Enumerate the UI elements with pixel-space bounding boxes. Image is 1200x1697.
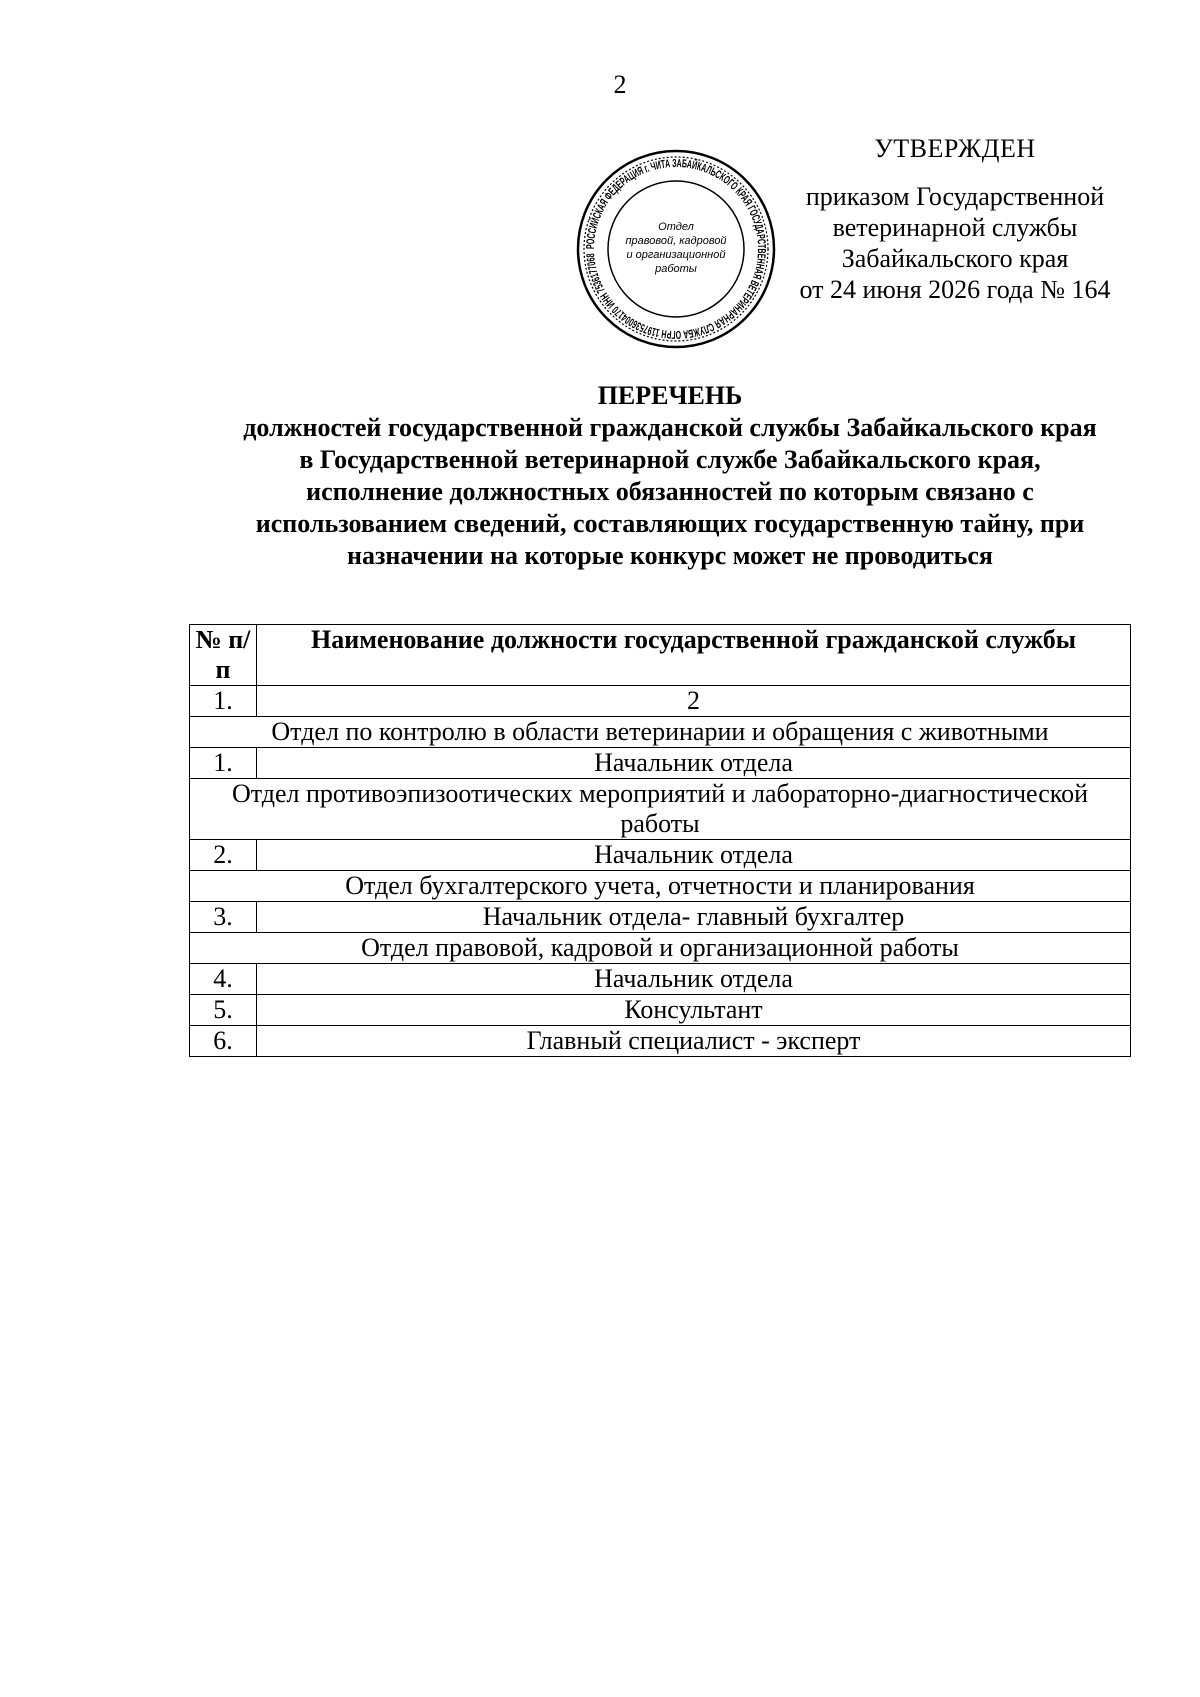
position-name: Начальник отдела	[257, 964, 1131, 995]
stamp-center-line: работы	[655, 263, 697, 275]
section-row	[190, 717, 1131, 748]
index-name: 2	[257, 686, 1131, 717]
table-row	[190, 748, 1131, 779]
section-row	[190, 933, 1131, 964]
table-row	[190, 995, 1131, 1026]
position-name: Главный специалист - эксперт	[257, 1026, 1131, 1057]
header-position-name: Наименование должности государственной гражданской службы	[257, 625, 1131, 686]
section-title: Отдел правовой, кадровой и организационной работы	[190, 933, 1131, 964]
row-number: 2.	[190, 840, 257, 871]
title-line: должностей государственной гражданской службы Забайкальского края	[243, 413, 1097, 442]
section-title: Отдел по контролю в области ветеринарии и обращения с животными	[190, 717, 1131, 748]
title-heading: ПЕРЕЧЕНЬ	[597, 381, 743, 410]
position-name: Консультант	[257, 995, 1131, 1026]
approved-label: УТВЕРЖДЕН	[874, 134, 1036, 163]
position-name: Начальник отдела	[257, 840, 1131, 871]
title-line: исполнение должностных обязанностей по которым связано с	[306, 477, 1034, 506]
row-number: 6.	[190, 1026, 257, 1057]
approval-line: ветеринарной службы	[832, 213, 1078, 242]
table-index-row	[190, 686, 1131, 717]
index-number: 1.	[190, 686, 257, 717]
header-number: № п/п	[190, 625, 257, 686]
approval-block	[770, 133, 1140, 305]
table-header-row	[190, 625, 1131, 686]
positions-table	[189, 624, 1131, 1057]
section-title: Отдел бухгалтерского учета, отчетности и планирования	[190, 871, 1131, 902]
stamp-center-line: Отдел	[658, 221, 694, 233]
table-row	[190, 902, 1131, 933]
stamp-center-line: и организационной	[626, 249, 726, 261]
title-line: использованием сведений, составляющих государственную тайну, при	[255, 509, 1085, 538]
section-row	[190, 779, 1131, 840]
title-line: назначении на которые конкурс может не проводиться	[347, 541, 993, 570]
document-title	[200, 380, 1140, 572]
table-row	[190, 964, 1131, 995]
row-number: 4.	[190, 964, 257, 995]
approval-line: Забайкальского края	[841, 244, 1069, 273]
approval-date: от 24 июня 2026 года № 164	[799, 275, 1111, 304]
row-number: 5.	[190, 995, 257, 1026]
position-name: Начальник отдела	[257, 748, 1131, 779]
stamp-center-line: правовой, кадровой	[625, 235, 727, 247]
position-name: Начальник отдела- главный бухгалтер	[257, 902, 1131, 933]
stamp-outer-text: РОССИЙСКАЯ ФЕДЕРАЦИЯ г. ЧИТА ЗАБАЙКАЛЬСКОГО КРАЯ ГОСУДАРСТВЕННАЯ ВЕТЕРИНАРНАЯ СЛУЖБА ОГРН 1197536004170 ИНН 7536177068	[584, 157, 768, 341]
table-row	[190, 840, 1131, 871]
title-line: в Государственной ветеринарной службе Забайкальского края,	[299, 445, 1041, 474]
row-number: 1.	[190, 748, 257, 779]
approval-line: приказом Государственной	[805, 182, 1105, 211]
page-number: 2	[613, 70, 627, 99]
table-row	[190, 1026, 1131, 1057]
section-title: Отдел противоэпизоотических мероприятий и лабораторно-диагностической работы	[190, 779, 1131, 840]
section-row	[190, 871, 1131, 902]
row-number: 3.	[190, 902, 257, 933]
official-stamp	[575, 148, 777, 350]
